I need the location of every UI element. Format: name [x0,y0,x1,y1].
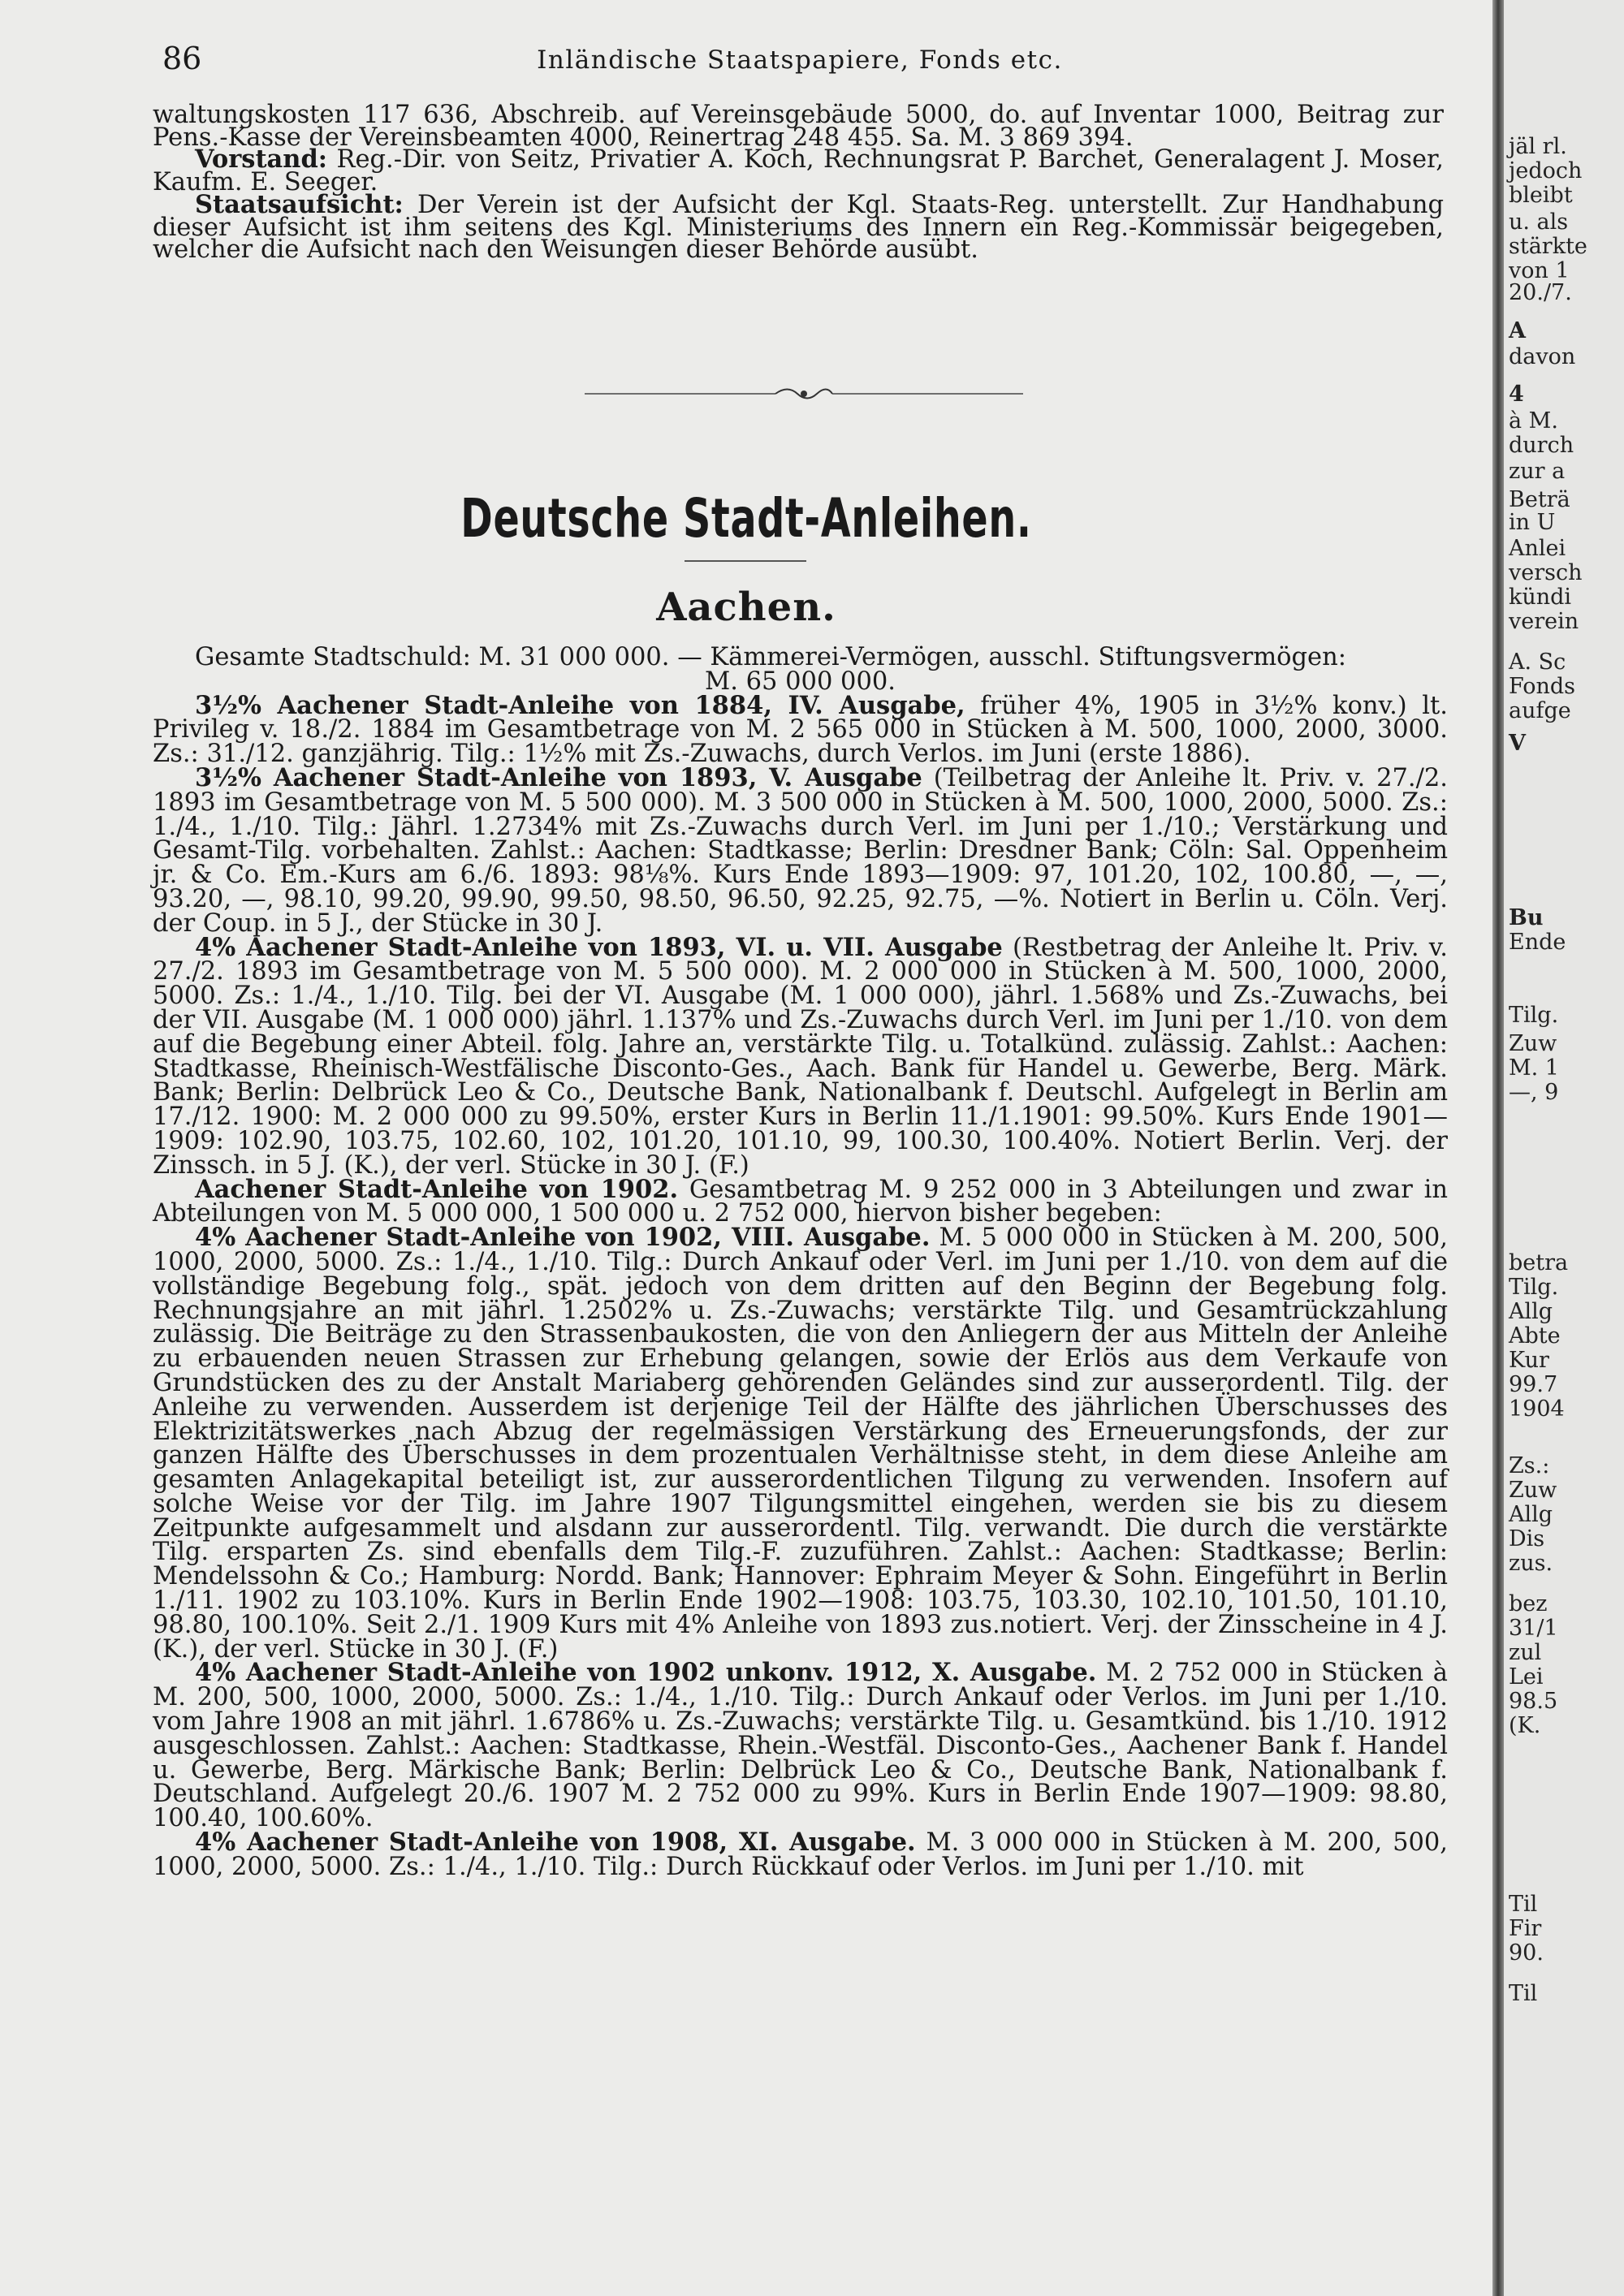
summary-line-2: M. 65 000 000. [705,667,896,696]
next-page-text-fragment: —, 9 [1509,1080,1559,1105]
next-page-text-fragment: Zuw [1509,1031,1557,1056]
next-page-text-fragment: bleibt [1509,183,1573,208]
bond-entry [153,1658,1448,1833]
next-page-text-fragment: zur a [1509,459,1566,484]
next-page-text-fragment: Tilg. [1509,1003,1559,1028]
next-page-text-fragment: 1904 [1509,1396,1565,1422]
vorstand-label: Vorstand: [195,145,328,175]
next-page-text-fragment: A [1509,318,1526,343]
bond-text: (Restbetrag der Anleihe lt. Priv. v. 27./2. 1893 im Gesamtbetrage von M. 5 500 000). M. 2 000 000 in Stücken à M. 500, 1000, 2000, 5000. Zs.: 1./4., 1./10. Tilg. bei der VI. Ausgabe (M. 1 000 000), jährl. 1.568% und Zs.-Zuwachs, bei der VII. Ausgabe (M. 1 000 000) jährl. 1.137% und Zs.-Zuwachs durch Verl. im Juni per 1./10. von dem auf die Begebung einer Abteil. folg. Jahre an, verstärkte Tilg. u. Totalkünd. zulässig. Zahlst.: Aachen: Stadtkasse, Rheinisch-Westfälische Disconto-Ges., Aach. Bank für Handel u. Gewerbe, Berg. Märk. Bank; Berlin: Delbrück Leo & Co., Deutsche Bank, Nationalbank f. Deutschl. Aufgelegt in Berlin am 17./12. 1900: M. 2 000 000 zu 99.50%, erster Kurs in Berlin 11./1.1901: 99.50%. Kurs Ende 1901—1909: 102.90, 103.75, 102.60, 102, 101.20, 101.10, 99, 100.30, 100.40%. Notiert Berlin. Verj. der Zinssch. in 5 J. (K.), der verl. Stücke in 30 J. (F.) [153,933,1448,1180]
entries-block [153,645,1448,1880]
bond-text: M. 5 000 000 in Stücken à M. 200, 500, 1000, 2000, 5000. Zs.: 1./4., 1./10. Tilg.: Durch Ankauf oder Verl. im Juni per 1./10. von dem auf die vollständige Begebung folg., spät. jedoch von dem dritten auf den Beginn der Begebung folg. Rechnungsjahre an mit jährl. 1.2502% u. Zs.-Zuwachs; verstärkte Tilg. und Gesamtrückzahlung zulässig. Die Beiträge zu den Strassenbaukosten, die von den Anliegern der aus Mitteln der Anleihe zu erbauenden neuen Strassen zur Erhebung gelangen, sowie der Erlös aus dem Verkaufe von Grundstücken des zu der Anstalt Mariaberg gehörenden Geländes sind zur ausserordentl. Tilg. der Anleihe zu verwenden. Ausserdem ist derjenige Teil der Hälfte des jährlichen Überschusses des Elektrizitätswerkes nach Abzug der regelmässigen Verstärkung des Erneuerungsfonds, der zur ganzen Hälfte des Überschusses in dem prozentualen Verhältnisse steht, in dem diese Anleihe am gesamten Anlagekapital beteiligt ist, zur ausserordentlichen Tilgung zu verwenden. Insofern auf solche Weise vor der Tilg. im Jahre 1907 Tilgungsmittel eingehen, werden sie bis zu diesem Zeitpunkte aufgesammelt und alsdann zur ausserordentl. Tilg. verwandt. Die durch die verstärkte Tilg. ersparten Zs. sind ebenfalls dem Tilg.-F. zuzuführen. Zahlst.: Aachen: Stadtkasse; Berlin: Mendelssohn & Co.; Hamburg: Nordd. Bank; Hannover: Ephraim Meyer & Sohn. Eingeführt in Berlin 1./11. 1902 zu 103.10%. Kurs in Berlin Ende 1902—1908: 103.75, 103.30, 102.10, 101.50, 101.10, 98.80, 100.10%. Seit 2./1. 1909 Kurs mit 4% Anleihe von 1893 zus.notiert. Verj. der Zinsscheine in 4 J. (K.), der verl. Stücke in 30 J. (F.) [153,1224,1448,1664]
bond-title: 4% Aachener Stadt-Anleihe von 1902, VIII. Ausgabe. [195,1223,931,1253]
section-title: Deutsche Stadt-Anleihen. [460,487,1032,550]
bond-title: 3½% Aachener Stadt-Anleihe von 1893, V. Ausgabe [195,762,922,792]
next-page-text-fragment: 4 [1509,382,1524,407]
next-page-text-fragment: u. als [1509,209,1569,235]
next-page-text-fragment: Tilg. [1509,1275,1559,1300]
next-page-text-fragment: Zs.: [1509,1453,1550,1478]
next-page-text-fragment: (K. [1509,1713,1541,1738]
next-page-text-fragment: 20./7. [1509,280,1572,305]
next-page-text-fragment: zus. [1509,1551,1553,1576]
title-rule [685,560,806,562]
next-page-text-fragment: 98.5 [1509,1689,1558,1714]
bond-entry [153,690,1448,769]
next-page-text-fragment: Bu [1509,905,1544,930]
bond-title: 3½% Aachener Stadt-Anleihe von 1884, IV. Ausgabe, [195,690,965,720]
next-page-text-fragment: von 1 [1509,258,1570,283]
next-page-text-fragment: Til [1509,1892,1538,1917]
next-page-text-fragment: V [1509,731,1526,756]
next-page-text-fragment: à M. [1509,408,1558,434]
bond-entry [153,932,1448,1180]
next-page-text-fragment: Kur [1509,1348,1549,1373]
bond-title: 4% Aachener Stadt-Anleihe von 1902 unkonv. 1912, X. Ausgabe. [195,1658,1097,1688]
next-page-text-fragment: Lei [1509,1664,1544,1690]
aufsicht-label: Staatsaufsicht: [195,189,404,219]
vorstand-text: Reg.-Dir. von Seitz, Privatier A. Koch, Rechnungsrat P. Barchet, Generalagent J. Moser, Kaufm. E. Seeger. [153,145,1444,197]
next-page-text-fragment: 99.7 [1509,1372,1558,1397]
running-title: Inländische Staatspapiere, Fonds etc. [537,45,1063,75]
next-page-text-fragment: stärkte [1509,234,1587,259]
bond-title: 4% Aachener Stadt-Anleihe von 1908, XI. Ausgabe. [195,1828,916,1858]
ornament-divider [585,382,1023,406]
bond-text: M. 2 752 000 in Stücken à M. 200, 500, 1000, 2000, 5000. Zs.: 1./4., 1./10. Tilg.: Durch Ankauf oder Verlos. im Juni per 1./10. vom Jahre 1908 an mit jährl. 1.6786% u. Zs.-Zuwachs; verstärkte Tilg. u. Gesamtkünd. bis 1./10. 1912 ausgeschlossen. Zahlst.: Aachen: Stadtkasse, Rhein.-Westfäl. Disconto-Ges., Aachener Bank f. Handel u. Gewerbe, Berg. Märkische Bank; Berlin: Delbrück Leo & Co., Deutsche Bank, Nationalbank f. Deutschland. Aufgelegt 20./6. 1907 M. 2 752 000 zu 99%. Kurs in Berlin Ende 1907—1909: 98.80, 100.40, 100.60%. [153,1659,1448,1833]
bond-text: früher 4%, 1905 in 3½% konv.) lt. Privileg v. 18./2. 1884 im Gesamtbetrage von M. 2 565 000 in Stücken à M. 500, 1000, 2000, 3000. Zs.: 31./12. ganzjährig. Tilg.: 1½% mit Zs.-Zuwachs, durch Verlos. im Juni (erste 1886). [153,691,1448,769]
next-page-text-fragment: kündi [1509,585,1572,610]
next-page-text-fragment: Til [1509,1981,1538,2006]
summary-line: Gesamte Stadtschuld: M. 31 000 000. — Kämmerei-Vermögen, ausschl. Stiftungsvermögen: [195,643,1347,671]
aufsicht-text: Der Verein ist der Aufsicht der Kgl. Staats-Reg. unterstellt. Zur Handhabung dieser Aufsicht ist ihm seitens des Kgl. Ministeriums des Innern ein Reg.-Kommissär beigegeben, welcher die Aufsicht nach den Weisungen dieser Behörde ausübt. [153,190,1444,265]
next-page-text-fragment: davon [1509,344,1576,369]
next-page-text-fragment: versch [1509,560,1583,585]
next-page-text-fragment: Allg [1509,1299,1553,1324]
bond-entry [153,1223,1448,1664]
next-page-text-fragment: Anlei [1509,536,1566,561]
next-page-text-fragment: verein [1509,609,1579,634]
next-page-text-fragment: 31/1 [1509,1616,1558,1641]
next-page-text-fragment: zul [1509,1640,1542,1665]
next-page-text-fragment: betra [1509,1250,1569,1275]
next-page-text-fragment: M. 1 [1509,1055,1559,1081]
next-page-text-fragment: jedoch [1509,158,1583,183]
next-page-text-fragment: jäl rl. [1509,134,1567,159]
city-heading: Aachen. [656,585,836,630]
next-page-text-fragment: Zuw [1509,1478,1557,1503]
bond-text: (Teilbetrag der Anleihe lt. Priv. v. 27./2. 1893 im Gesamtbetrage von M. 5 500 000). M. 3 500 000 in Stücken à M. 500, 1000, 2000, 5000. Zs.: 1./4., 1./10. Tilg.: Jährl. 1.2734% mit Zs.-Zuwachs durch Verl. im Juni per 1./10.; Verstärkung und Gesamt-Tilg. vorbehalten. Zahlst.: Aachen: Stadtkasse; Berlin: Dresdner Bank; Cöln: Sal. Oppenheim jr. & Co. Em.-Kurs am 6./6. 1893: 98⅛%. Kurs Ende 1893—1909: 97, 101.20, 102, 100.80, —, —, 93.20, —, 98.10, 99.20, 99.90, 99.50, 98.50, 96.50, 92.25, 92.75, —%. Notiert in Berlin u. Cöln. Verj. der Coup. in 5 J., der Stücke in 30 J. [153,763,1448,938]
next-page-text-fragment: Abte [1509,1323,1561,1349]
next-page-text-fragment: 90. [1509,1940,1544,1966]
next-page-text-fragment: Fonds [1509,674,1576,699]
next-page-text-fragment: Beträ [1509,487,1570,512]
next-page-text-fragment: Allg [1509,1502,1553,1527]
intro-paragraph: waltungskosten 117 636, Abschreib. auf Vereinsgebäude 5000, do. auf Inventar 1000, Beitrag zur Pens.-Kasse der Vereinsbeamten 4000, Reinertrag 248 455. Sa. M. 3 869 394. [153,101,1444,152]
book-gutter [1492,0,1504,2296]
next-page-text-fragment: A. Sc [1509,650,1566,675]
page-number: 86 [162,41,202,76]
bond-title: Aachener Stadt-Anleihe von 1902. [195,1174,679,1204]
bond-entry [153,1828,1448,1881]
bond-entry [153,1174,1449,1228]
bond-entry [153,762,1448,938]
bond-title: 4% Aachener Stadt-Anleihe von 1893, VI. u. VII. Ausgabe [195,932,1003,962]
bond-text: Gesamtbetrag M. 9 252 000 in 3 Abteilungen und zwar in Abteilungen von M. 5 000 000, 1 500 000 u. 2 752 000, hiervon bisher begeben: [153,1175,1449,1228]
next-page-text-fragment: aufge [1509,698,1571,723]
next-page-edge [1504,0,1624,2296]
next-page-text-fragment: durch [1509,433,1574,458]
next-page-text-fragment: Fir [1509,1916,1542,1941]
aufsicht-paragraph [153,189,1444,265]
vorstand-paragraph [153,145,1444,197]
intro-block [153,101,1444,265]
page-header [162,41,1437,81]
next-page-text-fragment: bez [1509,1591,1548,1616]
next-page-text-fragment: Dis [1509,1526,1545,1552]
next-page-text-fragment: in U [1509,510,1556,535]
bond-text: M. 3 000 000 in Stücken à M. 200, 500, 1000, 2000, 5000. Zs.: 1./4., 1./10. Tilg.: Durch Rückkauf oder Verlos. im Juni per 1./10. mit [153,1828,1448,1881]
next-page-text-fragment: Ende [1509,930,1566,955]
